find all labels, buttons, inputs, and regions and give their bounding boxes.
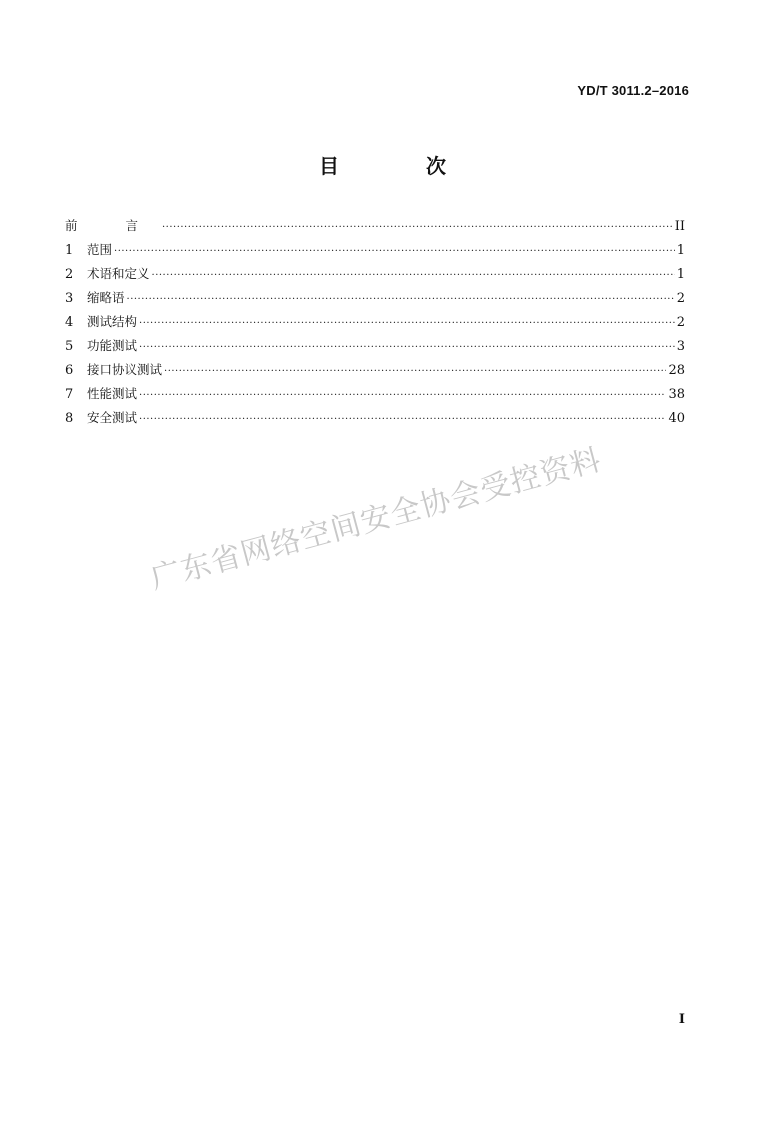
- toc-leader-dots: [162, 222, 673, 233]
- toc-entry-test-structure[interactable]: [65, 312, 685, 336]
- toc-entry-number: 6: [65, 363, 74, 378]
- toc-entry-page: 2: [676, 315, 685, 330]
- toc-entry-foreword[interactable]: [65, 216, 685, 240]
- toc-entry-text: 功能测试: [87, 338, 138, 353]
- toc-entry-number: 5: [65, 339, 74, 354]
- toc-entry-text: 范围: [87, 242, 113, 257]
- toc-entry-text: 安全测试: [87, 410, 138, 425]
- toc-leader-dots: [139, 390, 666, 401]
- standard-number: YD/T 3011.2–2016: [577, 83, 689, 98]
- toc-leader-dots: [152, 270, 675, 281]
- toc-list: [65, 216, 685, 432]
- toc-entry-performance-test[interactable]: [65, 384, 685, 408]
- toc-entry-text: 接口协议测试: [87, 362, 163, 377]
- toc-entry-page: 1: [676, 243, 685, 258]
- toc-leader-dots: [127, 294, 675, 305]
- toc-entry-terms[interactable]: [65, 264, 685, 288]
- toc-entry-abbreviations[interactable]: [65, 288, 685, 312]
- toc-entry-text: 测试结构: [87, 314, 138, 329]
- page-number: I: [678, 1012, 685, 1027]
- toc-entry-page: 40: [668, 411, 685, 426]
- toc-leader-dots: [139, 318, 675, 329]
- toc-entry-number: 2: [65, 267, 74, 282]
- toc-entry-number: 8: [65, 411, 74, 426]
- toc-leader-dots: [114, 246, 675, 257]
- watermark: 广东省网络空间安全协会受控资料: [147, 442, 606, 597]
- toc-entry-number: 4: [65, 315, 74, 330]
- toc-entry-number: 1: [65, 243, 74, 258]
- toc-entry-text: 缩略语: [87, 290, 125, 305]
- toc-leader-dots: [139, 342, 675, 353]
- toc-entry-page: 2: [676, 291, 685, 306]
- toc-title: 目 次: [319, 154, 486, 178]
- toc-entry-number: 7: [65, 387, 74, 402]
- toc-entry-function-test[interactable]: [65, 336, 685, 360]
- toc-entry-page: 38: [668, 387, 685, 402]
- toc-entry-page: 28: [668, 363, 685, 378]
- toc-entry-text: 性能测试: [87, 386, 138, 401]
- toc-leader-dots: [164, 366, 666, 377]
- toc-entry-page: II: [674, 219, 685, 234]
- toc-entry-text: 术语和定义: [87, 266, 150, 281]
- toc-leader-dots: [139, 414, 666, 425]
- toc-entry-page: 1: [676, 267, 685, 282]
- toc-entry-security-test[interactable]: [65, 408, 685, 432]
- toc-entry-text: 前 言: [65, 218, 160, 233]
- toc-entry-scope[interactable]: [65, 240, 685, 264]
- toc-entry-page: 3: [676, 339, 685, 354]
- toc-entry-interface-test[interactable]: [65, 360, 685, 384]
- toc-entry-number: 3: [65, 291, 74, 306]
